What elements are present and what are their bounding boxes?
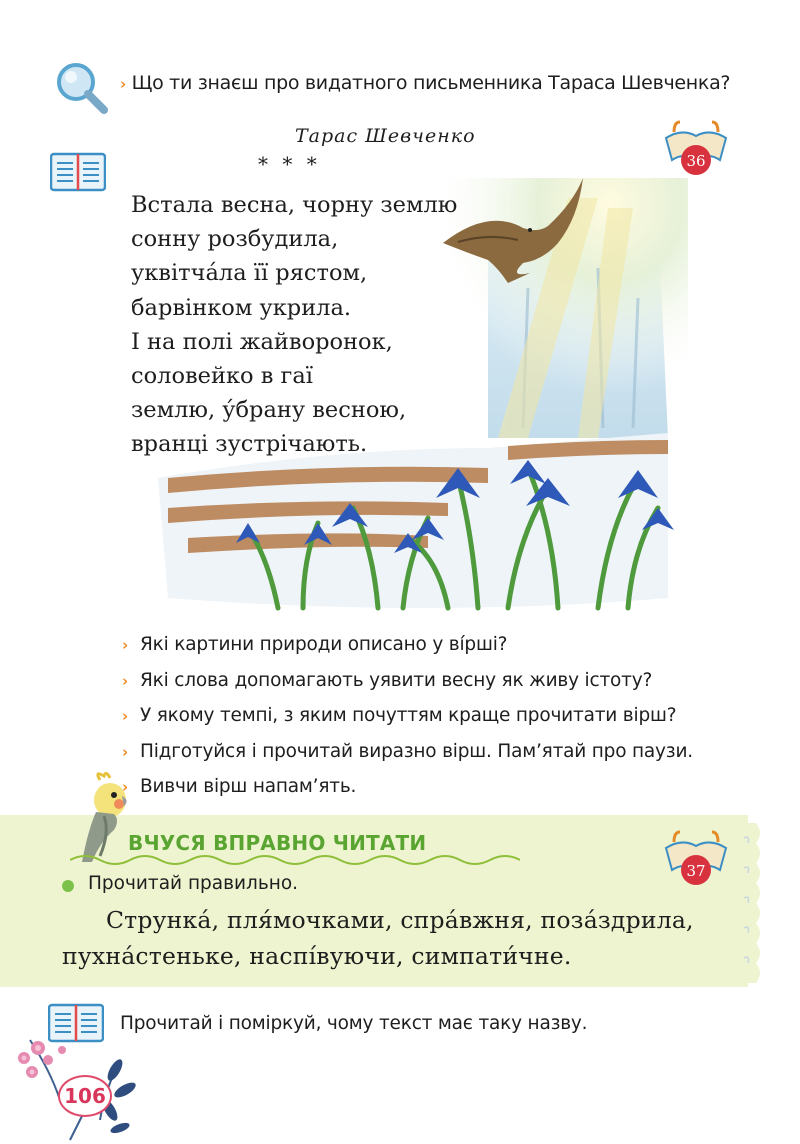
- list-item: › Які картини природи описано у ві́рші?: [122, 634, 508, 655]
- poem-stars: * * *: [258, 152, 321, 176]
- questions-list: [122, 634, 693, 812]
- bottom-task: Прочитай і поміркуй, чому текст має таку назву.: [120, 1013, 588, 1034]
- poem-line: І на полі жайворонок,: [131, 328, 393, 355]
- chevron-right-icon: ›: [122, 707, 128, 725]
- chevron-right-icon: ›: [120, 75, 126, 93]
- intro-question: [120, 72, 730, 94]
- poem-line: барвінком укрила.: [131, 294, 352, 321]
- chevron-right-icon: ›: [122, 742, 128, 761]
- poem-author: Тарас Шевченко: [295, 125, 476, 147]
- badge-36-number: 36: [686, 152, 706, 170]
- open-book-badge-icon: [660, 828, 732, 886]
- open-book-badge-icon: [660, 118, 732, 176]
- torn-paper-edge: [736, 823, 766, 983]
- bullet-dot: [62, 880, 74, 892]
- poem-text: [131, 188, 457, 462]
- reading-words-line: Струнка́, пля́мочками, спра́вжня, поза́здрила,: [106, 906, 694, 934]
- chevron-right-icon: ›: [122, 671, 128, 690]
- poem-line: соловейко в гаї: [131, 363, 313, 390]
- list-item: › У якому темпі, з яким почуттям краще прочитати вірш?: [122, 705, 677, 726]
- chevron-right-icon: ›: [122, 636, 128, 654]
- wave-divider: [70, 850, 520, 868]
- badge-37-number: 37: [686, 862, 706, 880]
- list-item: › Вивчи вірш напам’ять.: [122, 776, 357, 797]
- poem-line: землю, у́брану весною,: [131, 397, 407, 424]
- poem-line: вранці зустрічають.: [131, 431, 368, 458]
- reading-words-line: пухна́стеньке, наспі́вуючи, симпати́чне.: [62, 942, 572, 970]
- magnifier-icon: [52, 60, 112, 116]
- list-item: › Підготуйся і прочитай виразно вірш. Пам’ятай про паузи.: [122, 740, 693, 762]
- chevron-right-icon: ›: [122, 778, 128, 796]
- reading-instruction: Прочитай правильно.: [88, 873, 299, 894]
- page-number: 106: [58, 1075, 112, 1117]
- poem-line: уквітча́ла її рястом,: [131, 260, 368, 287]
- list-item: › Які слова допомагають уявити весну як живу істоту?: [122, 669, 653, 691]
- section-title: ВЧУСЯ ВПРАВНО ЧИТАТИ: [128, 831, 427, 855]
- poem-line: Встала весна, чорну землю: [131, 192, 458, 218]
- intro-question-text: Що ти знаєш про видатного письменника Тараса Шевченка?: [131, 72, 731, 94]
- book-icon: [50, 152, 106, 192]
- poem-line: сонну розбудила,: [131, 226, 339, 253]
